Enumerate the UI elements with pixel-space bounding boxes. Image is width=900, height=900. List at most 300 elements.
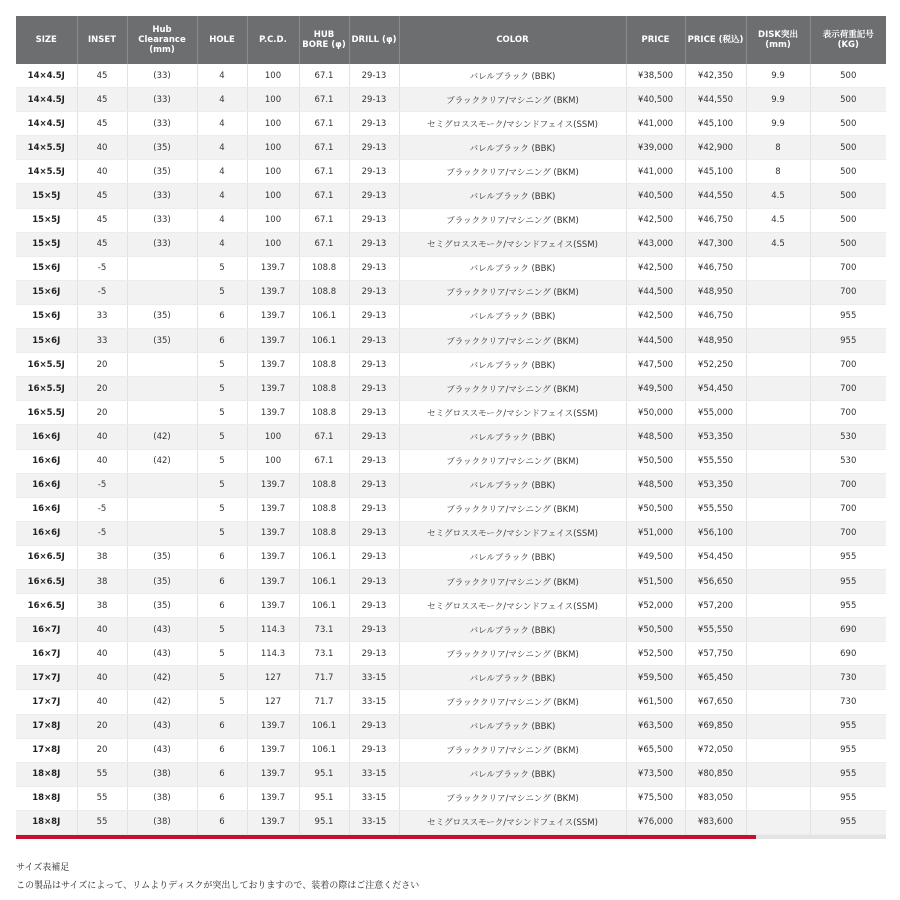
cell-drill: 29-13 <box>349 256 399 280</box>
cell-price-tax: ¥42,350 <box>685 64 746 88</box>
cell-price: ¥73,500 <box>626 762 685 786</box>
cell-drill: 29-13 <box>349 184 399 208</box>
cell-drill: 29-13 <box>349 618 399 642</box>
cell-hole: 6 <box>197 810 247 834</box>
cell-load-index: 955 <box>810 738 886 762</box>
cell-price: ¥61,500 <box>626 690 685 714</box>
cell-pcd: 139.7 <box>247 594 299 618</box>
cell-price-tax: ¥45,100 <box>685 112 746 136</box>
cell-price-tax: ¥44,550 <box>685 88 746 112</box>
cell-drill: 29-13 <box>349 425 399 449</box>
cell-hub-bore: 106.1 <box>299 569 349 593</box>
cell-color: バレルブラック (BBK) <box>399 256 626 280</box>
cell-hole: 4 <box>197 232 247 256</box>
column-header-load-index: 表示荷重記号 (KG) <box>810 16 886 64</box>
cell-pcd: 139.7 <box>247 377 299 401</box>
cell-pcd: 127 <box>247 666 299 690</box>
cell-size: 16×6J <box>16 449 77 473</box>
cell-pcd: 100 <box>247 160 299 184</box>
table-body <box>16 64 886 835</box>
column-header-color: COLOR <box>399 16 626 64</box>
cell-drill: 33-15 <box>349 690 399 714</box>
cell-hole: 5 <box>197 473 247 497</box>
cell-drill: 29-13 <box>349 401 399 425</box>
cell-load-index: 955 <box>810 304 886 328</box>
cell-price-tax: ¥83,600 <box>685 810 746 834</box>
cell-size: 16×6.5J <box>16 545 77 569</box>
cell-hub-bore: 67.1 <box>299 425 349 449</box>
table-row <box>16 594 886 618</box>
cell-drill: 29-13 <box>349 112 399 136</box>
cell-hub-bore: 67.1 <box>299 160 349 184</box>
cell-size: 18×8J <box>16 762 77 786</box>
cell-price-tax: ¥67,650 <box>685 690 746 714</box>
table-row <box>16 425 886 449</box>
cell-price-tax: ¥56,650 <box>685 569 746 593</box>
cell-inset: 40 <box>77 136 127 160</box>
table-row <box>16 810 886 834</box>
cell-hub-bore: 73.1 <box>299 618 349 642</box>
cell-hub-bore: 108.8 <box>299 280 349 304</box>
cell-drill: 29-13 <box>349 353 399 377</box>
table-header-row <box>16 16 886 64</box>
cell-hub-clearance <box>127 473 197 497</box>
table-row <box>16 401 886 425</box>
cell-drill: 29-13 <box>349 497 399 521</box>
cell-hub-bore: 95.1 <box>299 786 349 810</box>
cell-inset: 45 <box>77 112 127 136</box>
cell-price-tax: ¥56,100 <box>685 521 746 545</box>
cell-hole: 4 <box>197 208 247 232</box>
cell-color: バレルブラック (BBK) <box>399 353 626 377</box>
cell-hole: 5 <box>197 256 247 280</box>
cell-hole: 6 <box>197 304 247 328</box>
cell-hub-bore: 108.8 <box>299 353 349 377</box>
cell-color: ブラッククリア/マシニング (BKM) <box>399 88 626 112</box>
cell-size: 17×8J <box>16 714 77 738</box>
cell-inset: 55 <box>77 786 127 810</box>
cell-drill: 29-13 <box>349 594 399 618</box>
cell-color: バレルブラック (BBK) <box>399 184 626 208</box>
table-row <box>16 353 886 377</box>
cell-pcd: 139.7 <box>247 810 299 834</box>
cell-color: ブラッククリア/マシニング (BKM) <box>399 377 626 401</box>
cell-hub-bore: 106.1 <box>299 714 349 738</box>
cell-disk-protrusion <box>746 449 810 473</box>
cell-pcd: 139.7 <box>247 353 299 377</box>
cell-price-tax: ¥55,550 <box>685 497 746 521</box>
cell-hub-clearance <box>127 280 197 304</box>
cell-inset: 20 <box>77 401 127 425</box>
cell-color: セミグロススモーク/マシンドフェイス(SSM) <box>399 594 626 618</box>
cell-disk-protrusion <box>746 569 810 593</box>
cell-pcd: 139.7 <box>247 545 299 569</box>
cell-disk-protrusion: 9.9 <box>746 88 810 112</box>
cell-price: ¥47,500 <box>626 353 685 377</box>
column-header-hub-bore: HUB BORE (φ) <box>299 16 349 64</box>
cell-price: ¥39,000 <box>626 136 685 160</box>
cell-drill: 29-13 <box>349 521 399 545</box>
cell-hub-bore: 108.8 <box>299 521 349 545</box>
cell-load-index: 500 <box>810 208 886 232</box>
cell-size: 15×5J <box>16 232 77 256</box>
notes-text: この製品はサイズによって、リムよりディスクが突出しておりますので、装着の際はご注意ください <box>16 881 420 891</box>
cell-size: 16×6.5J <box>16 569 77 593</box>
cell-price: ¥51,000 <box>626 521 685 545</box>
cell-drill: 29-13 <box>349 545 399 569</box>
cell-color: ブラッククリア/マシニング (BKM) <box>399 569 626 593</box>
cell-hub-bore: 67.1 <box>299 136 349 160</box>
cell-hub-clearance: (38) <box>127 762 197 786</box>
cell-size: 14×5.5J <box>16 160 77 184</box>
cell-hub-bore: 67.1 <box>299 112 349 136</box>
cell-inset: 40 <box>77 666 127 690</box>
cell-hub-bore: 67.1 <box>299 208 349 232</box>
cell-hub-clearance: (43) <box>127 642 197 666</box>
table-row <box>16 184 886 208</box>
cell-hub-clearance: (35) <box>127 136 197 160</box>
cell-price: ¥44,500 <box>626 280 685 304</box>
cell-disk-protrusion: 4.5 <box>746 208 810 232</box>
cell-price: ¥49,500 <box>626 377 685 401</box>
cell-price-tax: ¥57,200 <box>685 594 746 618</box>
cell-hole: 6 <box>197 569 247 593</box>
cell-disk-protrusion <box>746 738 810 762</box>
cell-load-index: 700 <box>810 280 886 304</box>
cell-inset: 40 <box>77 449 127 473</box>
cell-disk-protrusion: 9.9 <box>746 64 810 88</box>
cell-price-tax: ¥55,550 <box>685 618 746 642</box>
cell-pcd: 139.7 <box>247 714 299 738</box>
cell-price-tax: ¥69,850 <box>685 714 746 738</box>
column-header-price: PRICE <box>626 16 685 64</box>
cell-size: 14×4.5J <box>16 112 77 136</box>
cell-price-tax: ¥44,550 <box>685 184 746 208</box>
cell-price: ¥42,500 <box>626 208 685 232</box>
cell-hole: 5 <box>197 401 247 425</box>
cell-size: 15×5J <box>16 208 77 232</box>
cell-pcd: 114.3 <box>247 618 299 642</box>
cell-price: ¥40,500 <box>626 88 685 112</box>
cell-inset: 45 <box>77 208 127 232</box>
cell-disk-protrusion <box>746 618 810 642</box>
cell-disk-protrusion <box>746 690 810 714</box>
column-header-price-tax: PRICE (税込) <box>685 16 746 64</box>
cell-hub-bore: 108.8 <box>299 256 349 280</box>
cell-disk-protrusion <box>746 425 810 449</box>
cell-drill: 33-15 <box>349 762 399 786</box>
cell-hub-bore: 106.1 <box>299 738 349 762</box>
table-row <box>16 618 886 642</box>
cell-price: ¥65,500 <box>626 738 685 762</box>
table-row <box>16 232 886 256</box>
column-header-hub-clearance: Hub Clearance (mm) <box>127 16 197 64</box>
cell-hole: 5 <box>197 618 247 642</box>
cell-color: バレルブラック (BBK) <box>399 618 626 642</box>
cell-hole: 4 <box>197 88 247 112</box>
cell-inset: 45 <box>77 232 127 256</box>
cell-drill: 29-13 <box>349 232 399 256</box>
cell-price: ¥43,000 <box>626 232 685 256</box>
table-row <box>16 449 886 473</box>
cell-hub-bore: 95.1 <box>299 762 349 786</box>
cell-color: ブラッククリア/マシニング (BKM) <box>399 786 626 810</box>
cell-hub-clearance: (33) <box>127 64 197 88</box>
cell-disk-protrusion: 4.5 <box>746 232 810 256</box>
cell-hub-bore: 106.1 <box>299 594 349 618</box>
cell-hub-clearance: (33) <box>127 208 197 232</box>
cell-price: ¥38,500 <box>626 64 685 88</box>
cell-price: ¥40,500 <box>626 184 685 208</box>
table-row <box>16 256 886 280</box>
cell-price: ¥50,500 <box>626 497 685 521</box>
cell-load-index: 500 <box>810 64 886 88</box>
spec-table-container <box>16 16 886 895</box>
cell-drill: 29-13 <box>349 160 399 184</box>
table-row <box>16 208 886 232</box>
cell-disk-protrusion <box>746 666 810 690</box>
cell-price-tax: ¥72,050 <box>685 738 746 762</box>
cell-hub-clearance <box>127 256 197 280</box>
cell-disk-protrusion <box>746 521 810 545</box>
cell-hub-bore: 73.1 <box>299 642 349 666</box>
cell-load-index: 700 <box>810 401 886 425</box>
cell-hole: 4 <box>197 184 247 208</box>
cell-load-index: 955 <box>810 762 886 786</box>
cell-price-tax: ¥65,450 <box>685 666 746 690</box>
table-row <box>16 690 886 714</box>
cell-hub-clearance: (35) <box>127 304 197 328</box>
cell-size: 16×7J <box>16 642 77 666</box>
cell-price: ¥49,500 <box>626 545 685 569</box>
cell-hub-clearance: (33) <box>127 88 197 112</box>
cell-hub-bore: 67.1 <box>299 64 349 88</box>
cell-disk-protrusion <box>746 810 810 834</box>
cell-inset: 45 <box>77 64 127 88</box>
cell-hub-clearance <box>127 521 197 545</box>
cell-disk-protrusion <box>746 473 810 497</box>
table-row <box>16 762 886 786</box>
table-row <box>16 473 886 497</box>
cell-hole: 6 <box>197 786 247 810</box>
cell-inset: -5 <box>77 473 127 497</box>
cell-load-index: 530 <box>810 449 886 473</box>
cell-color: バレルブラック (BBK) <box>399 473 626 497</box>
cell-load-index: 500 <box>810 112 886 136</box>
cell-disk-protrusion <box>746 594 810 618</box>
cell-hub-clearance <box>127 497 197 521</box>
cell-price-tax: ¥55,000 <box>685 401 746 425</box>
cell-inset: 38 <box>77 569 127 593</box>
cell-drill: 29-13 <box>349 738 399 762</box>
cell-drill: 29-13 <box>349 714 399 738</box>
cell-size: 16×6J <box>16 521 77 545</box>
cell-inset: 45 <box>77 184 127 208</box>
cell-size: 15×6J <box>16 256 77 280</box>
cell-hole: 5 <box>197 377 247 401</box>
cell-price-tax: ¥57,750 <box>685 642 746 666</box>
cell-drill: 33-15 <box>349 666 399 690</box>
cell-hole: 6 <box>197 329 247 353</box>
cell-hub-bore: 106.1 <box>299 545 349 569</box>
table-row <box>16 88 886 112</box>
cell-color: セミグロススモーク/マシンドフェイス(SSM) <box>399 521 626 545</box>
cell-load-index: 690 <box>810 618 886 642</box>
cell-disk-protrusion <box>746 377 810 401</box>
cell-price-tax: ¥48,950 <box>685 280 746 304</box>
cell-color: セミグロススモーク/マシンドフェイス(SSM) <box>399 112 626 136</box>
cell-price-tax: ¥83,050 <box>685 786 746 810</box>
cell-hole: 5 <box>197 666 247 690</box>
cell-price-tax: ¥42,900 <box>685 136 746 160</box>
cell-size: 15×6J <box>16 280 77 304</box>
cell-hub-bore: 67.1 <box>299 232 349 256</box>
cell-inset: 55 <box>77 762 127 786</box>
cell-price-tax: ¥46,750 <box>685 304 746 328</box>
cell-disk-protrusion <box>746 353 810 377</box>
cell-disk-protrusion <box>746 714 810 738</box>
cell-price: ¥50,500 <box>626 449 685 473</box>
cell-load-index: 500 <box>810 160 886 184</box>
cell-hub-clearance: (38) <box>127 786 197 810</box>
cell-disk-protrusion <box>746 329 810 353</box>
cell-price: ¥42,500 <box>626 304 685 328</box>
cell-drill: 29-13 <box>349 64 399 88</box>
cell-disk-protrusion <box>746 256 810 280</box>
table-row <box>16 64 886 88</box>
cell-price-tax: ¥45,100 <box>685 160 746 184</box>
cell-color: バレルブラック (BBK) <box>399 545 626 569</box>
cell-inset: 40 <box>77 618 127 642</box>
cell-hub-clearance: (35) <box>127 329 197 353</box>
table-row <box>16 714 886 738</box>
cell-load-index: 500 <box>810 136 886 160</box>
cell-drill: 29-13 <box>349 642 399 666</box>
cell-load-index: 700 <box>810 353 886 377</box>
cell-size: 16×6.5J <box>16 594 77 618</box>
cell-hub-clearance: (35) <box>127 569 197 593</box>
cell-drill: 29-13 <box>349 449 399 473</box>
cell-hub-clearance: (35) <box>127 545 197 569</box>
cell-pcd: 139.7 <box>247 473 299 497</box>
cell-price: ¥75,500 <box>626 786 685 810</box>
table-row <box>16 642 886 666</box>
cell-load-index: 955 <box>810 786 886 810</box>
cell-hub-bore: 106.1 <box>299 304 349 328</box>
cell-hole: 4 <box>197 112 247 136</box>
cell-price: ¥63,500 <box>626 714 685 738</box>
cell-size: 17×7J <box>16 690 77 714</box>
cell-load-index: 700 <box>810 521 886 545</box>
notes-section <box>16 859 886 895</box>
cell-hub-clearance: (35) <box>127 160 197 184</box>
scrollbar-thumb[interactable] <box>16 835 756 839</box>
cell-price-tax: ¥47,300 <box>685 232 746 256</box>
cell-disk-protrusion <box>746 786 810 810</box>
cell-hole: 6 <box>197 594 247 618</box>
table-row <box>16 112 886 136</box>
cell-drill: 33-15 <box>349 786 399 810</box>
column-header-size: SIZE <box>16 16 77 64</box>
column-header-hole: HOLE <box>197 16 247 64</box>
cell-price-tax: ¥52,250 <box>685 353 746 377</box>
cell-hole: 6 <box>197 545 247 569</box>
cell-hub-clearance: (42) <box>127 425 197 449</box>
cell-hole: 4 <box>197 136 247 160</box>
cell-hub-clearance: (33) <box>127 184 197 208</box>
cell-color: ブラッククリア/マシニング (BKM) <box>399 738 626 762</box>
horizontal-scrollbar[interactable] <box>16 835 886 839</box>
cell-hole: 5 <box>197 425 247 449</box>
cell-hub-clearance: (42) <box>127 449 197 473</box>
cell-pcd: 139.7 <box>247 280 299 304</box>
cell-color: ブラッククリア/マシニング (BKM) <box>399 642 626 666</box>
cell-hub-bore: 67.1 <box>299 184 349 208</box>
cell-inset: 38 <box>77 545 127 569</box>
cell-pcd: 139.7 <box>247 256 299 280</box>
cell-price: ¥42,500 <box>626 256 685 280</box>
cell-hub-clearance: (43) <box>127 738 197 762</box>
cell-hub-clearance: (43) <box>127 618 197 642</box>
cell-pcd: 139.7 <box>247 304 299 328</box>
cell-load-index: 700 <box>810 377 886 401</box>
cell-drill: 29-13 <box>349 136 399 160</box>
cell-pcd: 127 <box>247 690 299 714</box>
cell-size: 17×7J <box>16 666 77 690</box>
cell-inset: 33 <box>77 304 127 328</box>
cell-hub-clearance: (35) <box>127 594 197 618</box>
cell-price-tax: ¥54,450 <box>685 545 746 569</box>
cell-price: ¥51,500 <box>626 569 685 593</box>
column-header-inset: INSET <box>77 16 127 64</box>
table-row <box>16 545 886 569</box>
cell-price: ¥44,500 <box>626 329 685 353</box>
table-row <box>16 377 886 401</box>
cell-hub-bore: 71.7 <box>299 666 349 690</box>
cell-hole: 6 <box>197 762 247 786</box>
cell-size: 15×5J <box>16 184 77 208</box>
cell-disk-protrusion <box>746 304 810 328</box>
cell-inset: 38 <box>77 594 127 618</box>
cell-color: ブラッククリア/マシニング (BKM) <box>399 329 626 353</box>
cell-size: 18×8J <box>16 810 77 834</box>
cell-load-index: 955 <box>810 594 886 618</box>
table-row <box>16 280 886 304</box>
cell-disk-protrusion: 8 <box>746 160 810 184</box>
cell-drill: 29-13 <box>349 569 399 593</box>
cell-pcd: 114.3 <box>247 642 299 666</box>
cell-size: 14×4.5J <box>16 88 77 112</box>
cell-drill: 29-13 <box>349 208 399 232</box>
cell-size: 16×5.5J <box>16 353 77 377</box>
cell-size: 16×5.5J <box>16 401 77 425</box>
cell-color: ブラッククリア/マシニング (BKM) <box>399 160 626 184</box>
cell-drill: 29-13 <box>349 473 399 497</box>
cell-price: ¥48,500 <box>626 473 685 497</box>
cell-price: ¥76,000 <box>626 810 685 834</box>
cell-color: バレルブラック (BBK) <box>399 425 626 449</box>
cell-hub-clearance: (33) <box>127 112 197 136</box>
cell-pcd: 139.7 <box>247 497 299 521</box>
cell-hole: 5 <box>197 690 247 714</box>
cell-hole: 5 <box>197 521 247 545</box>
cell-pcd: 100 <box>247 449 299 473</box>
cell-load-index: 700 <box>810 256 886 280</box>
cell-price-tax: ¥54,450 <box>685 377 746 401</box>
cell-hub-clearance <box>127 353 197 377</box>
cell-price: ¥52,000 <box>626 594 685 618</box>
cell-price: ¥41,000 <box>626 112 685 136</box>
